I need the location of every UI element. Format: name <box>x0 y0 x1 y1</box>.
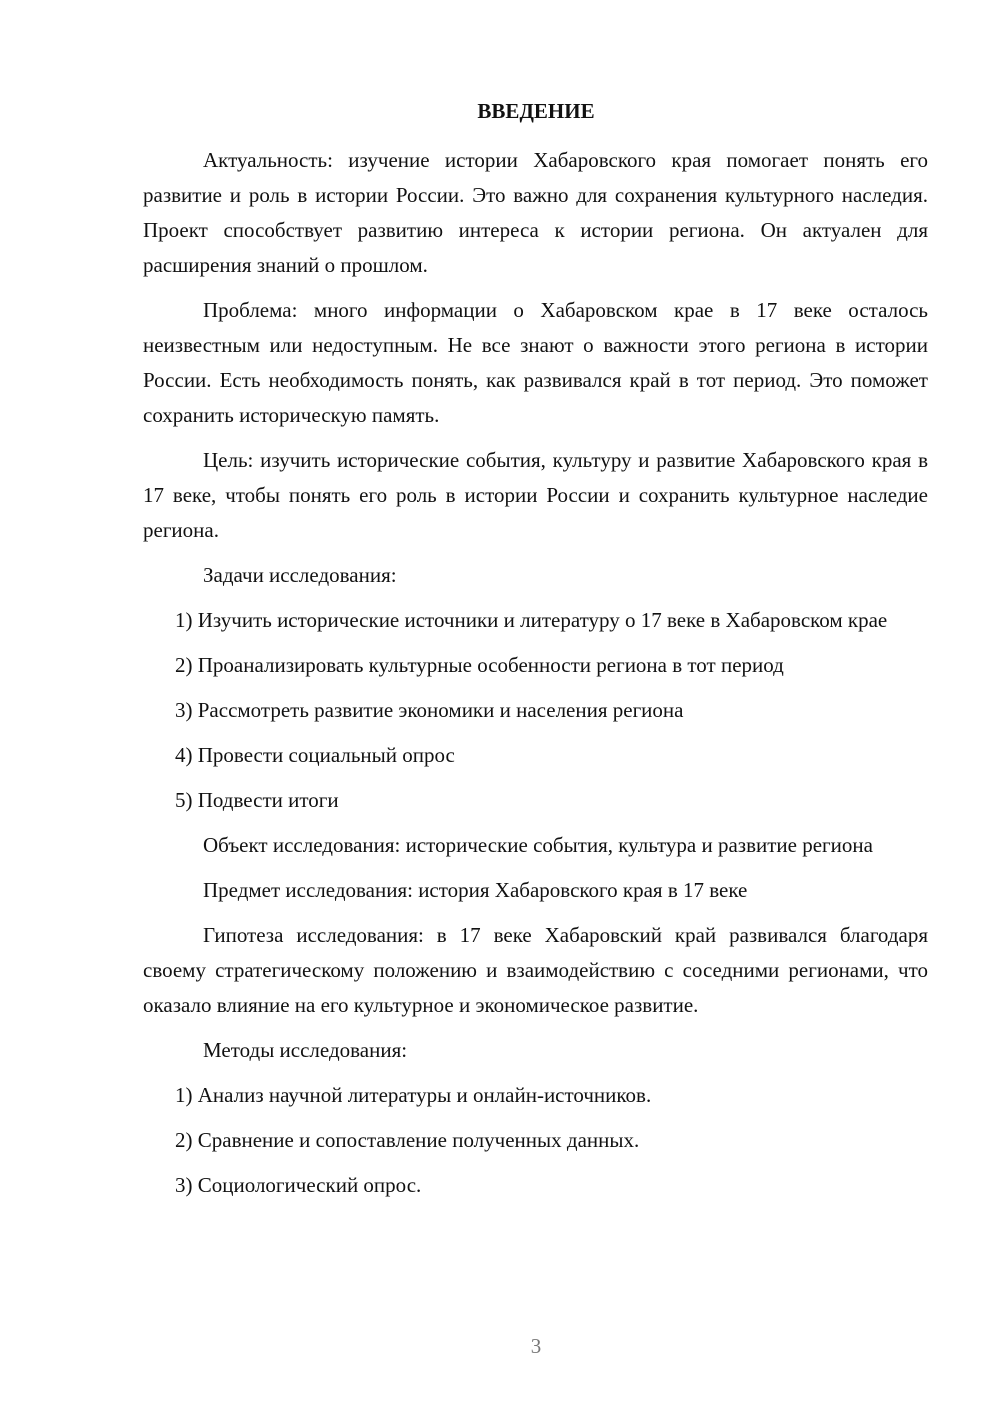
page-title: ВВЕДЕНИЕ <box>477 99 595 123</box>
goal-paragraph: Цель: изучить исторические события, культуру и развитие Хабаровского края в 17 веке, чтобы понять его роль в истории России и сохранить культурное наследие региона. <box>143 448 928 542</box>
task-item: 5) Подвести итоги <box>175 788 339 812</box>
tasks-heading: Задачи исследования: <box>203 563 397 587</box>
hypothesis-paragraph: Гипотеза исследования: в 17 веке Хабаровский край развивался благодаря своему стратегическому положению и взаимодействию с соседними регионами, что оказало влияние на его культурное и экономическое развитие. <box>143 923 928 1017</box>
task-item: 2) Проанализировать культурные особенности региона в тот период <box>175 653 784 677</box>
method-item: 3) Социологический опрос. <box>175 1173 422 1197</box>
method-item: 2) Сравнение и сопоставление полученных данных. <box>175 1128 640 1152</box>
task-item: 1) Изучить исторические источники и литературу о 17 веке в Хабаровском крае <box>175 608 888 632</box>
document-body <box>143 143 928 1213</box>
task-item: 3) Рассмотреть развитие экономики и населения региона <box>175 698 684 722</box>
subject-paragraph: Предмет исследования: история Хабаровского края в 17 веке <box>203 878 748 902</box>
relevance-paragraph: Актуальность: изучение истории Хабаровского края помогает понять его развитие и роль в истории России. Это важно для сохранения культурного наследия. Проект способствует развитию интереса к истории региона. Он актуален для расширения знаний о прошлом. <box>143 148 928 277</box>
task-item: 4) Провести социальный опрос <box>175 743 455 767</box>
problem-paragraph: Проблема: много информации о Хабаровском крае в 17 веке осталось неизвестным или недоступным. Не все знают о важности этого региона в истории России. Есть необходимость понять, как развивался край в тот период. Это поможет сохранить историческую память. <box>143 298 928 427</box>
methods-heading: Методы исследования: <box>203 1038 408 1062</box>
page-number: 3 <box>530 1334 542 1358</box>
object-paragraph: Объект исследования: исторические события, культура и развитие региона <box>203 833 873 857</box>
method-item: 1) Анализ научной литературы и онлайн-источников. <box>175 1083 652 1107</box>
